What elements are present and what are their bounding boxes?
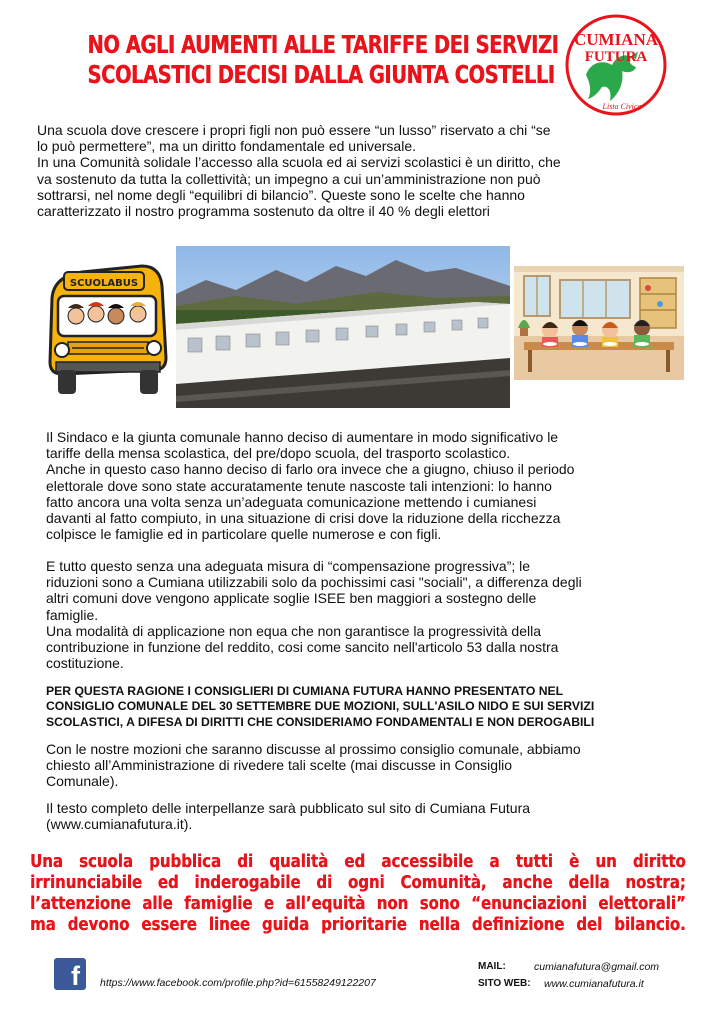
page-title — [87, 30, 559, 90]
body-paragraph-2 — [46, 558, 692, 671]
intro-line: In una Comunità solidale l’accesso alla scuola ed ai servizi scolastici è un diritto, che — [37, 154, 561, 171]
bold-line: CONSIGLIO COMUNALE DEL 30 SETTEMBRE DUE MOZIONI, SULL'ASILO NIDO E SUI SERVIZI — [46, 699, 595, 714]
intro-line: caratterizzato il nostro programma sostenuto da oltre il 40 % degli elettori — [37, 203, 490, 220]
body-line: contribuzione in funzione del reddito, cosi come sancito nell'articolo 53 dalla nostra — [46, 639, 559, 656]
body-line: Anche in questo caso hanno deciso di farlo ora invece che a giugno, chiuso il periodo — [46, 461, 575, 478]
facebook-url[interactable]: https://www.facebook.com/profile.php?id=61558249122207 — [100, 977, 376, 989]
body-line: Il Sindaco e la giunta comunale hanno deciso di aumentare in modo significativo le — [46, 429, 559, 445]
logo-line-2: FUTURA — [584, 49, 648, 65]
body-line: davanti al fatto compiuto, in una situazione di crisi dove la riduzione della ricchezza — [46, 510, 561, 527]
body-line: Il testo completo delle interpellanze sarà pubblicato sul sito di Cumiana Futura — [46, 800, 531, 816]
title-line-2: SCOLASTICI DECISI DALLA GIUNTA COSTELLI — [87, 60, 555, 89]
intro-line: va sostenuto da tutta la collettività; un impegno a cui un’amministrazione non può — [37, 170, 541, 187]
logo-line-1: CUMIANA — [573, 30, 659, 49]
body-line: elettorale dove sono state accuratamente tenute nascoste tali intenzioni: lo hanno — [46, 477, 552, 494]
closing-line: Una scuola pubblica di qualità ed accessibile a tutti è un diritto — [30, 851, 686, 872]
closing-line: irrinunciabile ed inderogabile di ogni Comunità, anche della nostra; — [30, 872, 686, 893]
body-line: famiglie. — [46, 606, 99, 623]
body-line: altri comuni dove vengono applicate soglie ISEE ben maggiori a sostegno delle — [46, 590, 537, 607]
body-paragraph-1 — [46, 429, 692, 542]
body-paragraph-4 — [46, 800, 692, 832]
bold-line: PER QUESTA RAGIONE I CONSIGLIERI DI CUMIANA FUTURA HANNO PRESENTATO NEL — [46, 684, 564, 698]
intro-paragraph — [37, 122, 685, 219]
cumiana-futura-logo — [564, 13, 668, 117]
title-line-1: NO AGLI AUMENTI ALLE TARIFFE DEI SERVIZI — [87, 30, 559, 59]
website-link[interactable]: www.cumianafutura.it — [544, 978, 644, 990]
bus-sign: SCUOLABUS — [69, 278, 139, 289]
closing-line: ma devono essere linee guida prioritarie nella definizione del bilancio. — [30, 914, 686, 935]
mail-label: MAIL: — [478, 961, 506, 972]
body-line: Con le nostre mozioni che saranno discusse al prossimo consiglio comunale, abbiamo — [46, 741, 581, 757]
facebook-letter: f — [71, 961, 80, 991]
body-line: fatto ancora una volta senza un’adeguata comunicazione mettendo i cumianesi — [46, 493, 537, 510]
intro-line: Una scuola dove crescere i propri figli non può essere “un lusso” riservato a chi “se — [37, 122, 551, 138]
body-line: riduzioni sono a Cumiana utilizzabili solo da pochissimi casi "sociali", a differenza degli — [46, 574, 582, 591]
closing-statement — [30, 851, 686, 935]
body-paragraph-3 — [46, 741, 692, 790]
intro-line: lo può permettere”, ma un diritto fondamentale ed universale. — [37, 138, 416, 155]
body-line: colpisce le famiglie ed in particolare quelle numerose e con figli. — [46, 526, 442, 543]
school-bus-icon — [42, 258, 172, 398]
body-line: chiesto all’Amministrazione di rivedere tali scelte (mai discusse in Consiglio — [46, 757, 513, 774]
mail-address[interactable]: cumianafutura@gmail.com — [534, 961, 660, 973]
body-line: E tutto questo senza una adeguata misura di “compensazione progressiva”; le — [46, 558, 531, 574]
intro-line: sottrarsi, nel nome degli “equilibri di bilancio”. Queste sono le scelte che hanno — [37, 186, 525, 203]
school-canteen-illustration — [514, 266, 684, 380]
closing-line: l’attenzione alle famiglie e all’equità non sono “enunciazioni elettorali” — [30, 893, 686, 914]
website-label: SITO WEB: — [478, 978, 531, 989]
body-line: costituzione. — [46, 655, 124, 672]
prefab-school-photo — [176, 246, 510, 408]
bold-line: SCOLASTICI, A DIFESA DI DIRITTI CHE CONSIDERIAMO FONDAMENTALI E NON DEROGABILI — [46, 714, 595, 729]
logo-tagline: Lista Civica — [602, 102, 642, 111]
bold-statement — [46, 684, 692, 730]
body-line: (www.cumianafutura.it). — [46, 816, 193, 833]
body-line: Comunale). — [46, 773, 119, 790]
facebook-icon[interactable] — [54, 958, 86, 990]
body-line: tariffe della mensa scolastica, del pre/dopo scuola, del trasporto scolastico. — [46, 445, 511, 462]
body-line: Una modalità di applicazione non equa che non garantisce la progressività della — [46, 622, 541, 639]
